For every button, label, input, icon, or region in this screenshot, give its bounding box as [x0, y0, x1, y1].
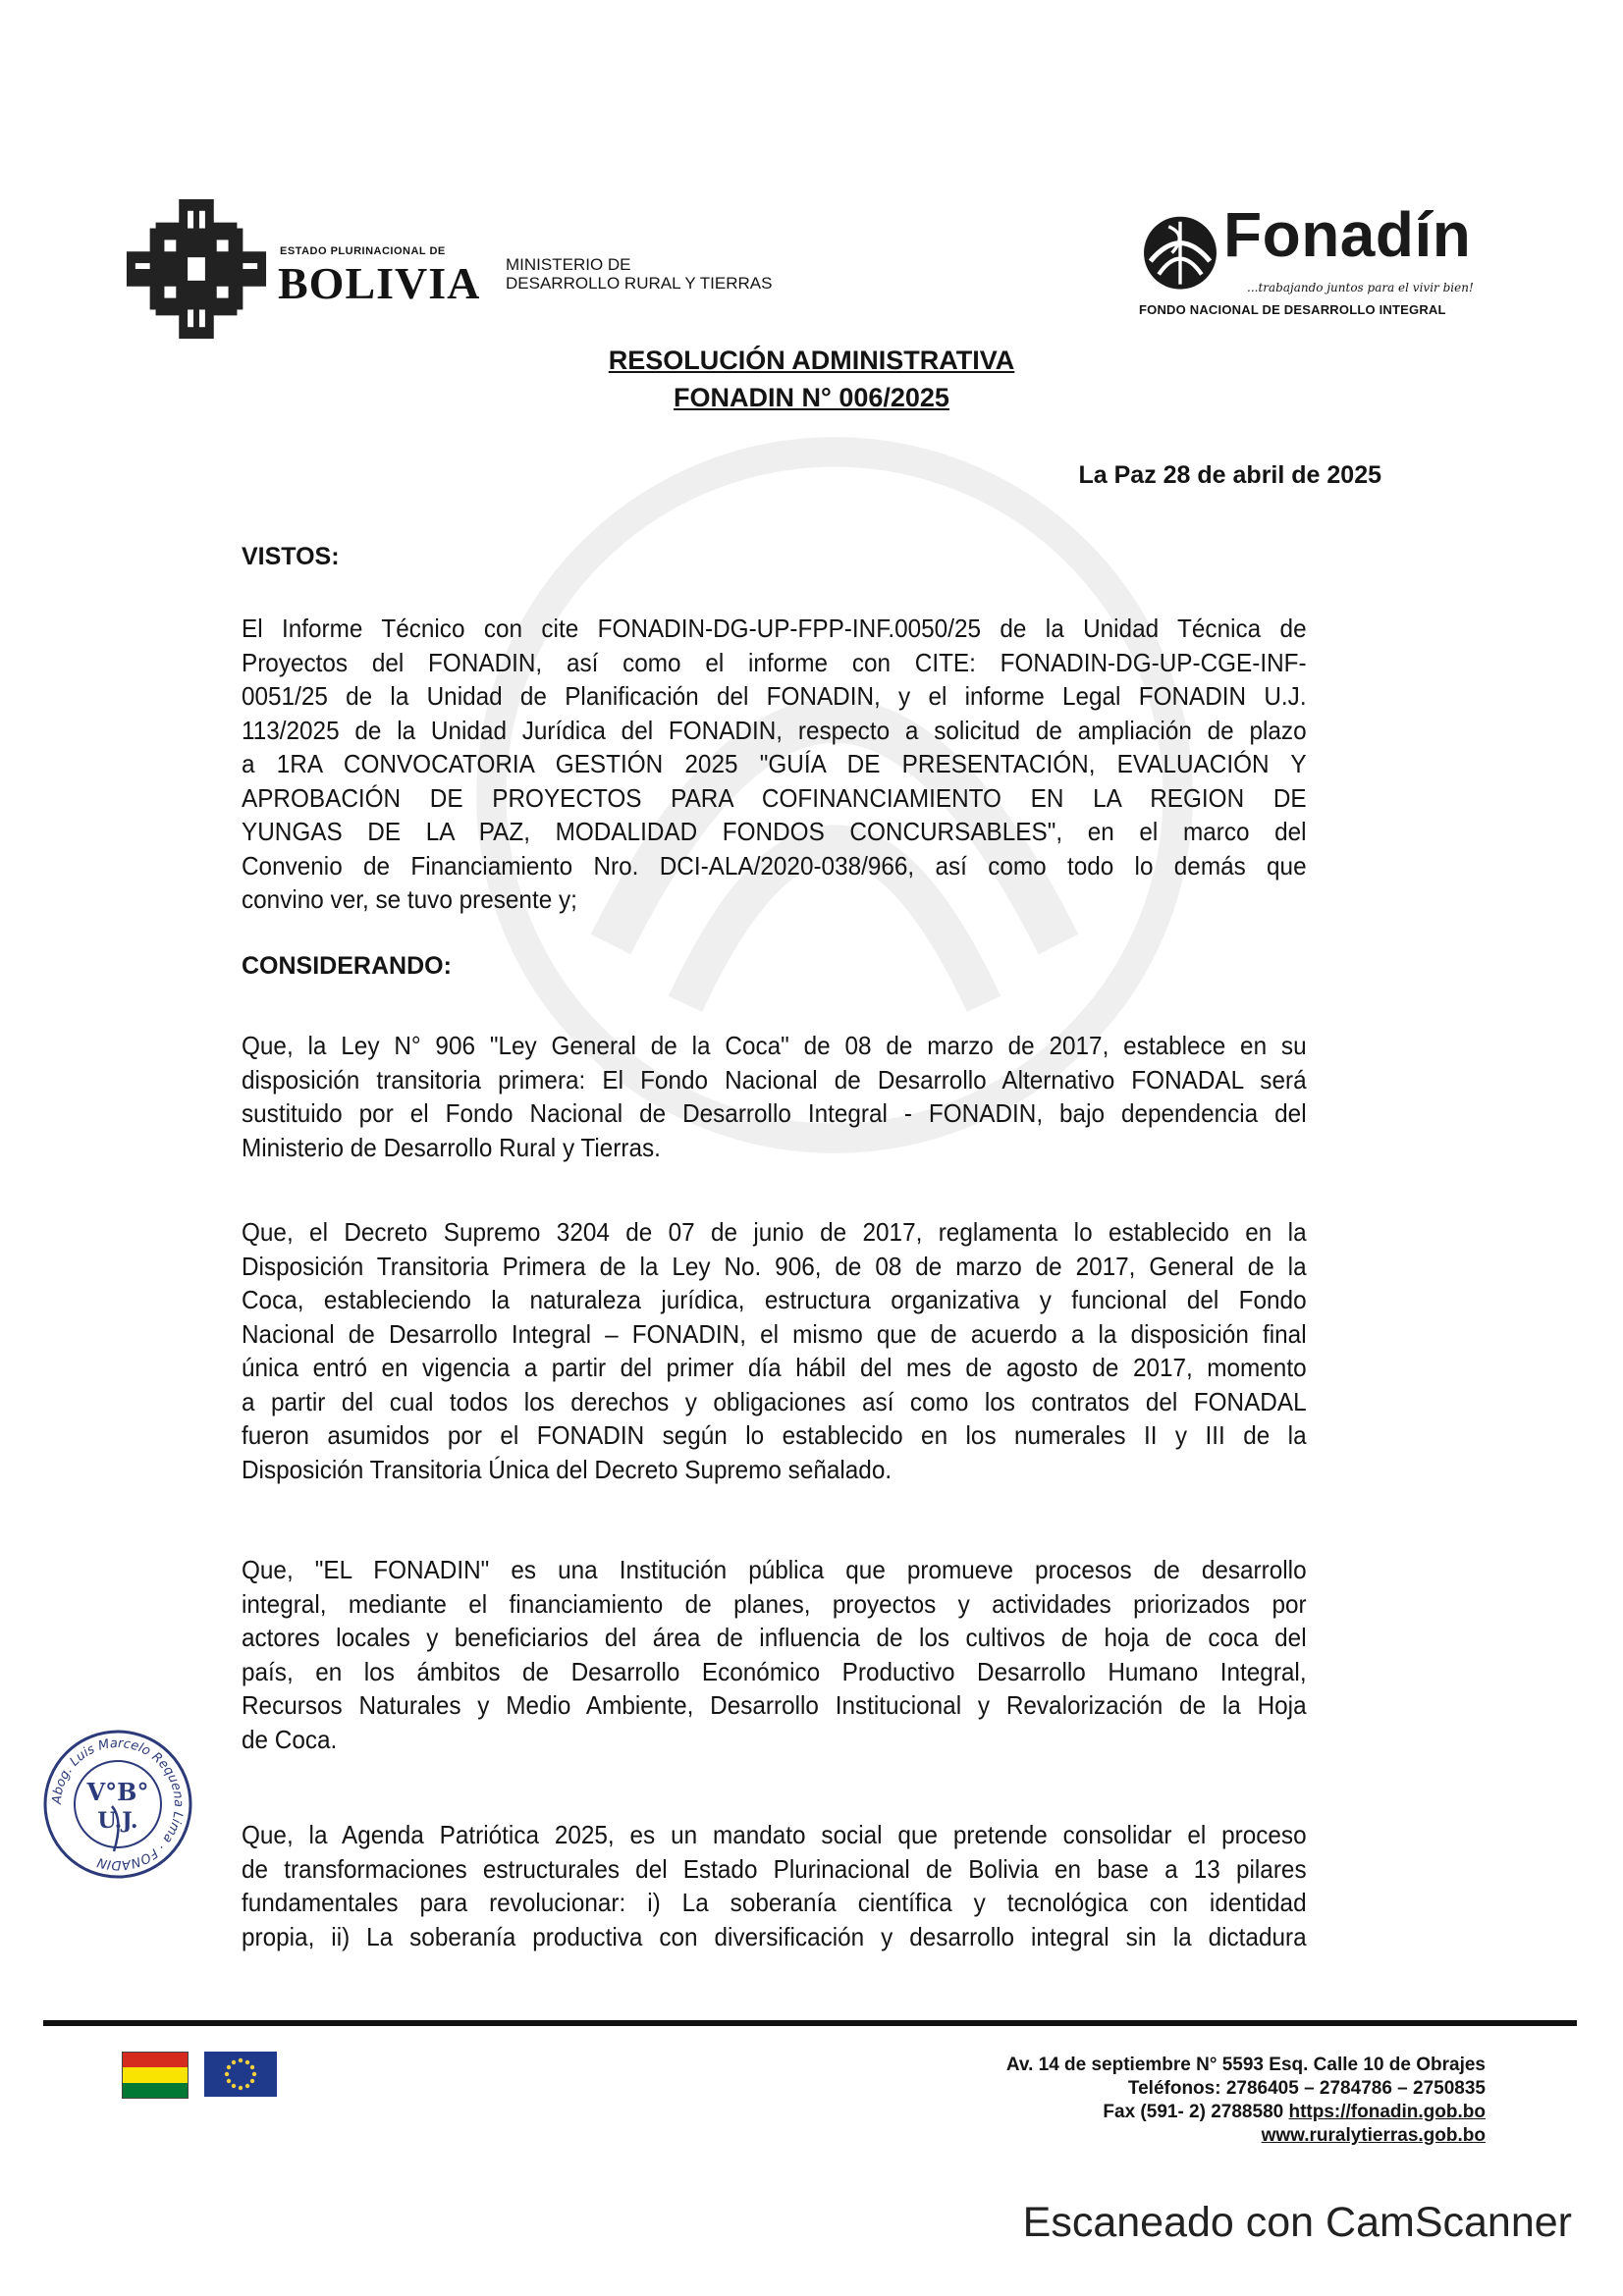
ministry-website-link[interactable]: www.ruralytierras.gob.bo	[1261, 2125, 1486, 2146]
stamp-center-line-2: U.J.	[97, 1808, 138, 1834]
text-line: a 1RA CONVOCATORIA GESTIÓN 2025 "GUÍA DE PRESENTACIÓN, EVALUACIÓN Y	[242, 749, 1307, 778]
text-line: única entró en vigencia a partir del primer día hábil del mes de agosto de 2017, momento	[242, 1353, 1307, 1382]
fonadin-full-name: FONDO NACIONAL DE DESARROLLO INTEGRAL	[1139, 302, 1446, 317]
bolivia-ministry-logo	[123, 196, 773, 344]
document-date: La Paz 28 de abril de 2025	[1078, 461, 1381, 489]
fonadin-wordmark: Fonadín	[1223, 199, 1472, 270]
text-line: 0051/25 de la Unidad de Planificación del FONADIN, y el informe Legal FONADIN U.J.	[242, 681, 1307, 711]
text-line: sustituido por el Fondo Nacional de Desarrollo Integral - FONADIN, bajo dependencia del	[242, 1098, 1307, 1128]
text-line: convino ver, se tuvo presente y;	[242, 884, 577, 914]
text-line: Disposición Transitoria Única del Decreto Supremo señalado.	[242, 1454, 893, 1484]
text-line: YUNGAS DE LA PAZ, MODALIDAD FONDOS CONCURSABLES", en el marco del	[242, 817, 1307, 846]
text-line: Que, "EL FONADIN" es una Institución pública que promueve procesos de desarrollo	[242, 1555, 1307, 1584]
considerando-paragraph-1	[242, 1029, 1307, 1164]
text-line: propia, ii) La soberanía productiva con diversificación y desarrollo integral sin la dictadura	[242, 1921, 1307, 1951]
ministry-line-1: MINISTERIO DE	[506, 255, 631, 274]
text-line: disposición transitoria primera: El Fondo Nacional de Desarrollo Alternativo FONADAL será	[242, 1064, 1307, 1095]
stamp-ring-text: Abog. Luis Marcelo Requena Lima · FONADIN	[49, 1735, 187, 1873]
text-line: de transformaciones estructurales del Estado Plurinacional de Bolivia en base a 13 pilares	[242, 1853, 1307, 1884]
text-line: Que, el Decreto Supremo 3204 de 07 de junio de 2017, reglamenta lo establecido en la	[242, 1217, 1307, 1247]
text-line: Nacional de Desarrollo Integral – FONADIN, el mismo que de acuerdo a la disposición final	[242, 1318, 1307, 1349]
fonadin-logo	[1139, 199, 1492, 334]
ministry-line-2: DESARROLLO RURAL Y TIERRAS	[506, 274, 773, 293]
text-line: 113/2025 de la Unidad Jurídica del FONADIN, respecto a solicitud de ampliación de plazo	[242, 715, 1307, 745]
text-line: país, en los ámbitos de Desarrollo Económico Productivo Desarrollo Humano Integral,	[242, 1656, 1307, 1686]
text-line: Que, la Ley N° 906 "Ley General de la Coca" de 08 de marzo de 2017, establece en su	[242, 1031, 1307, 1060]
eu-flag-icon	[204, 2052, 277, 2097]
chakana-emblem-icon	[123, 196, 270, 342]
considerando-paragraph-3	[242, 1553, 1307, 1756]
text-line: Que, la Agenda Patriótica 2025, es un mandato social que pretende consolidar el proceso	[242, 1820, 1307, 1849]
fonadin-tagline: ...trabajando juntos para el vivir bien!	[1247, 281, 1474, 294]
text-line: Convenio de Financiamiento Nro. DCI-ALA/2020-038/966, así como todo lo demás que	[242, 850, 1307, 881]
text-line: integral, mediante el financiamiento de planes, proyectos y actividades priorizados por	[242, 1588, 1307, 1619]
approval-stamp	[39, 1726, 196, 1883]
footer-fax: Fax (591- 2) 2788580	[1103, 2102, 1284, 2122]
text-line: fueron asumidos por el FONADIN según lo establecido en los numerales II y III de la	[242, 1420, 1307, 1450]
text-line: Disposición Transitoria Primera de la Ley No. 906, de 08 de marzo de 2017, General de la	[242, 1251, 1307, 1281]
footer-contact	[1006, 2054, 1486, 2148]
document-title: RESOLUCIÓN ADMINISTRATIVA	[608, 346, 1015, 375]
considerando-paragraph-2	[242, 1215, 1307, 1486]
text-line: Recursos Naturales y Medio Ambiente, Desarrollo Institucional y Revalorización de la Hoja	[242, 1690, 1307, 1720]
footer-divider	[43, 2020, 1577, 2026]
text-line: fundamentales para revolucionar: i) La soberanía científica y tecnológica con identidad	[242, 1888, 1307, 1917]
footer-fax-line	[1006, 2101, 1486, 2124]
ministry-name	[506, 255, 772, 293]
stamp-center-line-1: V°B°	[86, 1778, 149, 1806]
camscanner-watermark: Escaneado con CamScanner	[1022, 2199, 1572, 2246]
text-line: APROBACIÓN DE PROYECTOS PARA COFINANCIAMIENTO EN LA REGION DE	[242, 782, 1307, 813]
vistos-heading: VISTOS:	[242, 543, 340, 570]
text-line: Coca, estableciendo la naturaleza jurídica, estructura organizativa y funcional del Fondo	[242, 1285, 1307, 1314]
considerando-paragraph-4	[242, 1818, 1307, 1953]
text-line: Ministerio de Desarrollo Rural y Tierras.	[242, 1132, 661, 1162]
resolution-number: FONADIN N° 006/2025	[674, 383, 949, 412]
fonadin-website-link[interactable]: https://fonadin.gob.bo	[1288, 2102, 1486, 2122]
text-line: El Informe Técnico con cite FONADIN-DG-UP-FPP-INF.0050/25 de la Unidad Técnica de	[242, 614, 1307, 643]
footer-address: Av. 14 de septiembre N° 5593 Esq. Calle 10 de Obrajes	[1005, 2055, 1486, 2075]
fonadin-emblem-icon	[1139, 210, 1221, 293]
bolivia-small-label: ESTADO PLURINACIONAL DE	[280, 245, 446, 257]
bolivia-wordmark: BOLIVIA	[278, 258, 481, 308]
vistos-paragraph	[242, 612, 1307, 917]
text-line: de Coca.	[242, 1724, 338, 1754]
considerando-heading: CONSIDERANDO:	[242, 952, 452, 980]
footer-phones: Teléfonos: 2786405 – 2784786 – 2750835	[1127, 2078, 1486, 2099]
text-line: Proyectos del FONADIN, así como el informe con CITE: FONADIN-DG-UP-CGE-INF-	[242, 647, 1307, 677]
text-line: a partir del cual todos los derechos y obligaciones así como los contratos del FONADAL	[242, 1386, 1307, 1416]
text-line: actores locales y beneficiarios del área de influencia de los cultivos de hoja de coca del	[242, 1623, 1307, 1652]
bolivia-flag-icon	[122, 2052, 189, 2099]
